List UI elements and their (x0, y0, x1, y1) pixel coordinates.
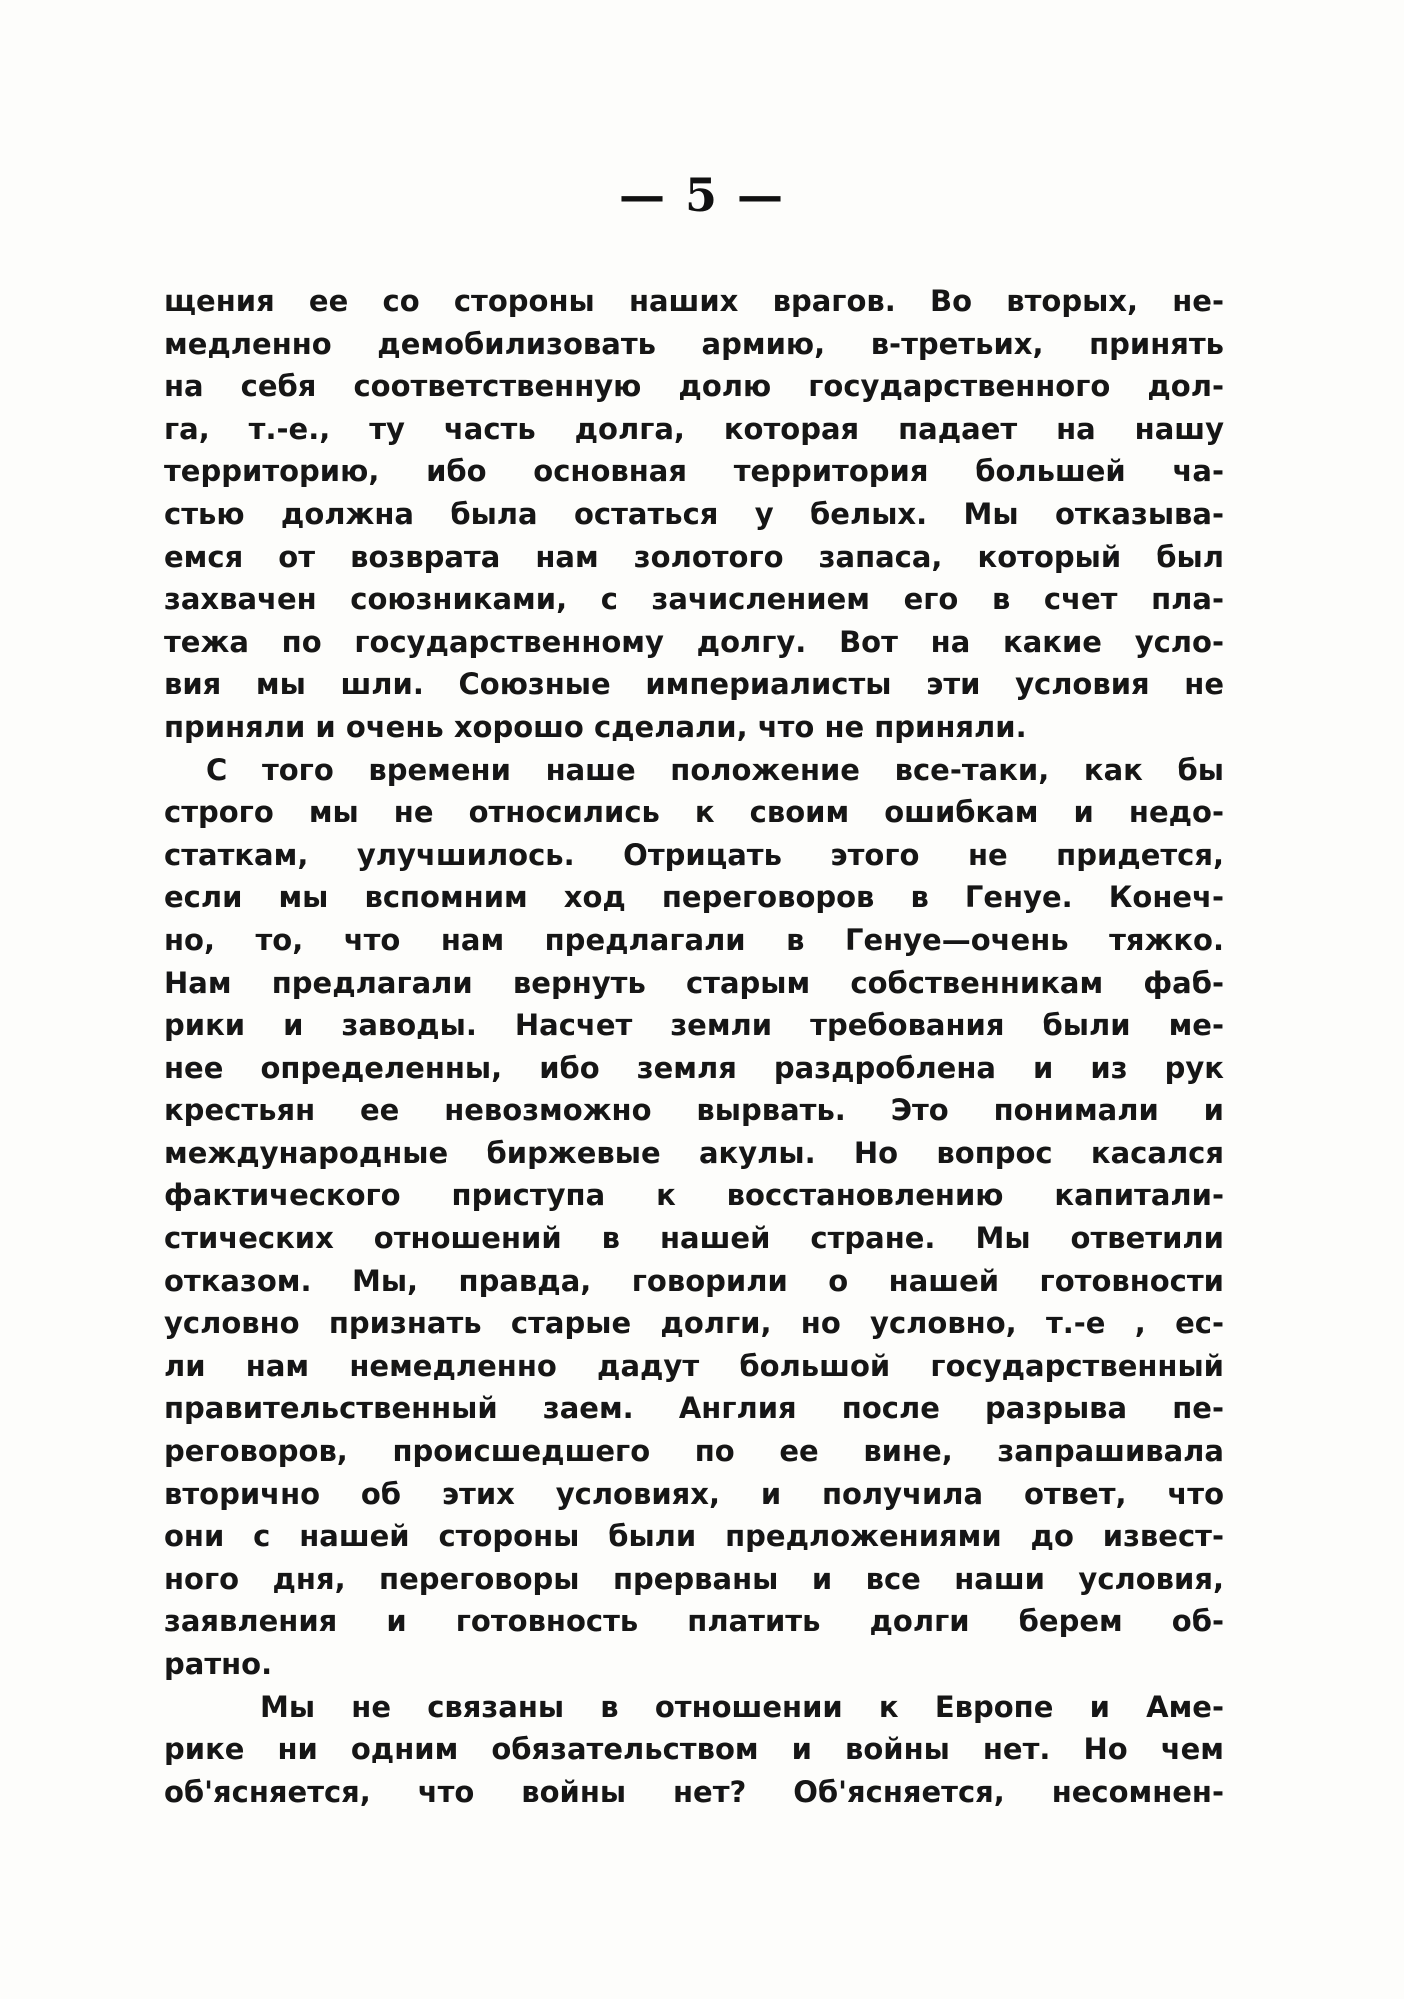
text-line: медленно демобилизовать армию, в-третьих, принять (164, 326, 1224, 361)
text-line: вторично об этих условиях, и получила ответ, что (164, 1476, 1224, 1511)
text-line: правительственный заем. Англия после разрыва пе- (164, 1391, 1224, 1426)
text-line: ратно. (164, 1647, 273, 1681)
text-line: ного дня, переговоры прерваны и все наши условия, (164, 1561, 1224, 1596)
text-line: приняли и очень хорошо сделали, что не приняли. (164, 709, 1027, 744)
paragraph-first-line: С того времени наше положение все-таки, как бы (206, 752, 1224, 787)
text-line: ли нам немедленно дадут большой государственный (164, 1348, 1224, 1383)
text-line: отказом. Мы, правда, говорили о нашей готовности (164, 1263, 1224, 1298)
text-line: об'ясняется, что войны нет? Об'ясняется, несомнен- (164, 1774, 1224, 1809)
text-line: на себя соответственную долю государственного дол- (164, 369, 1224, 404)
text-line: крестьян ее невозможно вырвать. Это понимали и (164, 1093, 1224, 1128)
text-line: рике ни одним обязательством и войны нет. Но чем (164, 1732, 1224, 1767)
text-line: фактического приступа к восстановлению капитали- (164, 1178, 1224, 1213)
text-line: статкам, улучшилось. Отрицать этого не придется, (164, 837, 1224, 872)
text-line: они с нашей стороны были предложениями до извест- (164, 1519, 1224, 1554)
text-line: нее определенны, ибо земля раздроблена и из рук (164, 1050, 1224, 1085)
text-line: стью должна была остаться у белых. Мы отказыва- (164, 496, 1224, 531)
text-line: но, то, что нам предлагали в Генуе—очень тяжко. (164, 922, 1224, 957)
text-line: рики и заводы. Насчет земли требования были ме- (164, 1008, 1224, 1043)
body-text (164, 280, 1224, 1813)
text-line: заявления и готовность платить долги берем об- (164, 1604, 1224, 1639)
text-line: щения ее со стороны наших врагов. Во вторых, не- (164, 284, 1224, 318)
text-line: вия мы шли. Союзные империалисты эти условия не (164, 667, 1224, 702)
text-line: если мы вспомним ход переговоров в Генуе. Конеч- (164, 880, 1224, 915)
text-line: международные биржевые акулы. Но вопрос касался (164, 1135, 1224, 1170)
page-number: — 5 — (618, 168, 786, 222)
text-line: тежа по государственному долгу. Вот на какие усло- (164, 624, 1224, 659)
text-line: стических отношений в нашей стране. Мы ответили (164, 1221, 1224, 1256)
text-line: реговоров, происшедшего по ее вине, запрашивала (164, 1434, 1224, 1469)
text-line: строго мы не относились к своим ошибкам и недо- (164, 795, 1224, 830)
text-line: емся от возврата нам золотого запаса, который был (164, 539, 1224, 574)
text-line: территорию, ибо основная территория большей ча- (164, 454, 1224, 489)
paragraph-first-line: Мы не связаны в отношении к Европе и Аме- (260, 1689, 1224, 1724)
text-line: условно признать старые долги, но условно, т.-е , ес- (164, 1306, 1224, 1341)
text-line: Нам предлагали вернуть старым собственникам фаб- (164, 965, 1224, 1000)
text-line: захвачен союзниками, с зачислением его в счет пла- (164, 582, 1224, 617)
text-line: га, т.-е., ту часть долга, которая падает на нашу (164, 411, 1224, 446)
